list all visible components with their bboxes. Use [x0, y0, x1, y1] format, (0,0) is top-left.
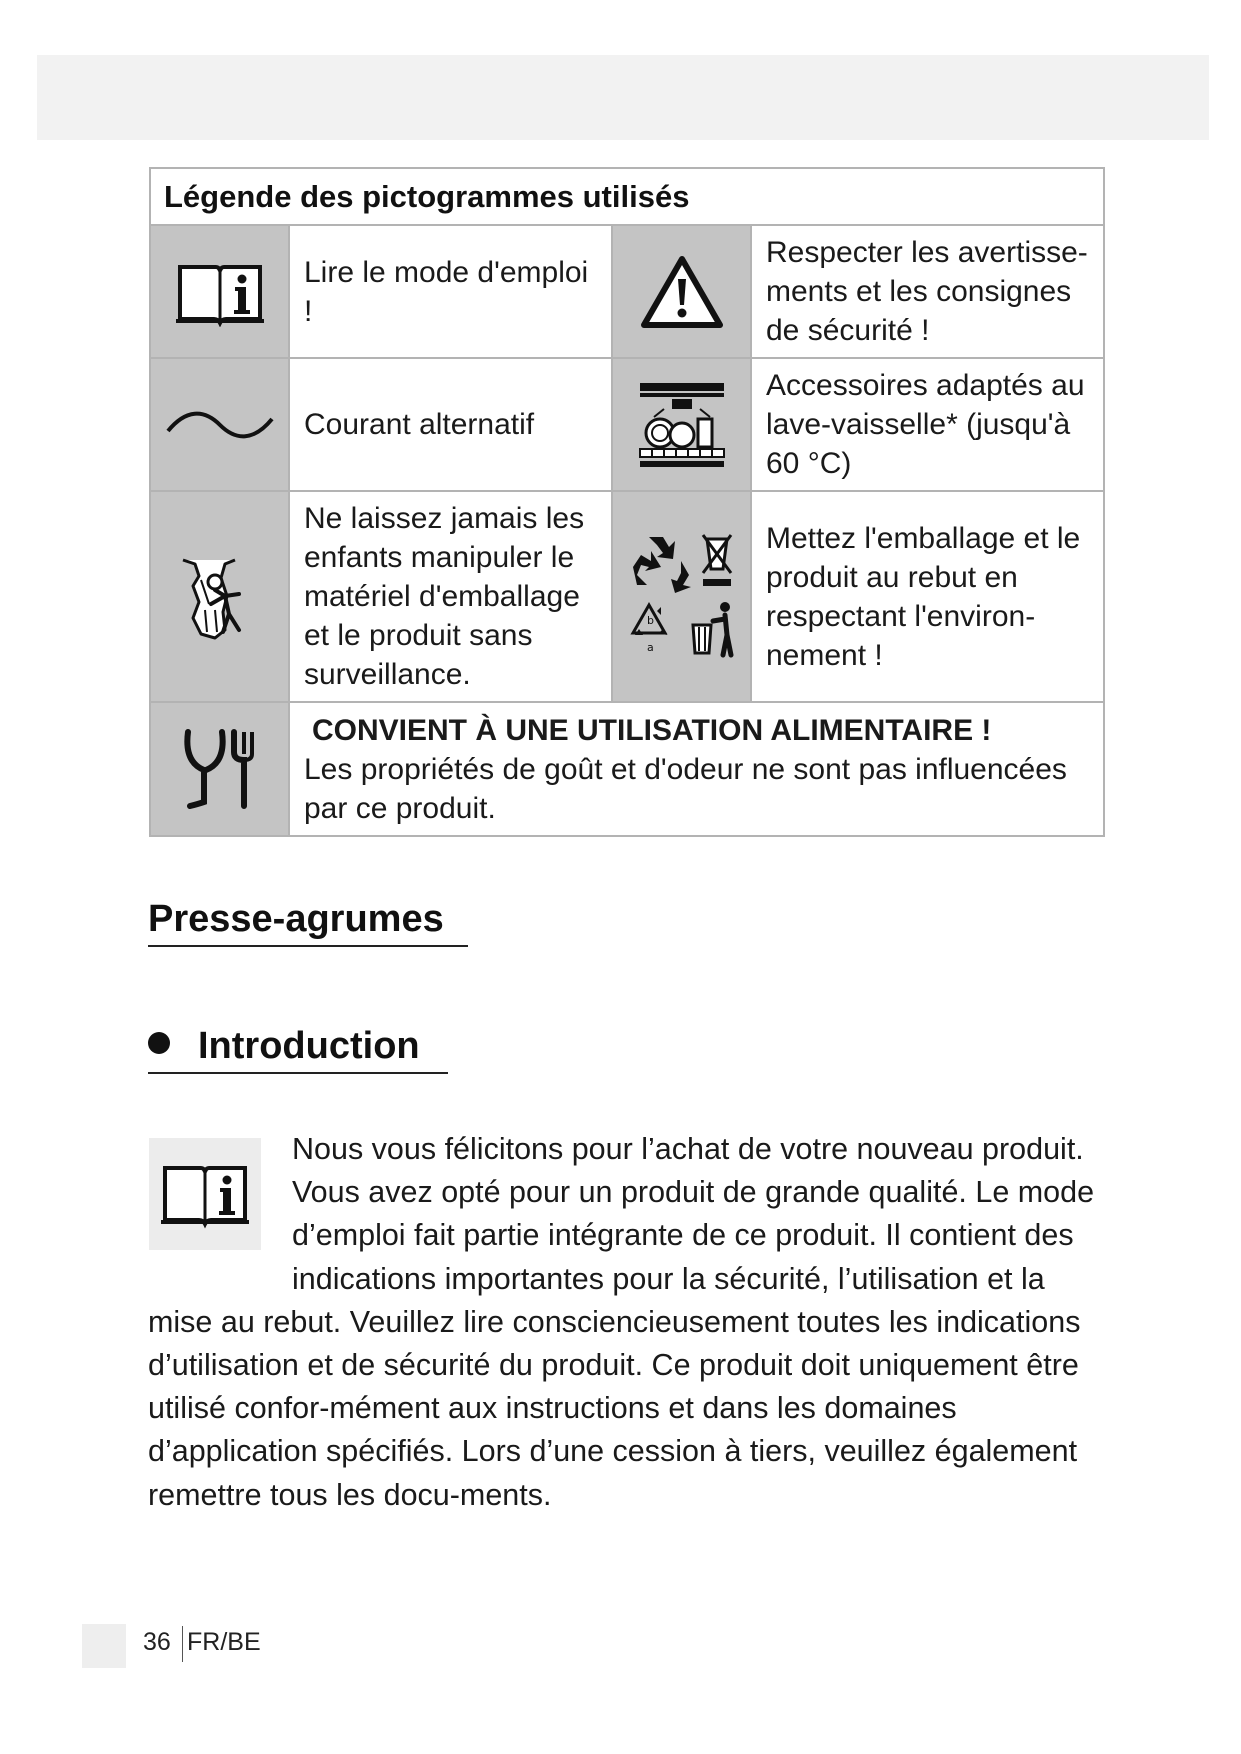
legend-icon-cell	[150, 225, 289, 358]
bullet-icon	[148, 1032, 170, 1054]
recycling-triangle-icon	[633, 605, 667, 654]
intro-heading-block	[148, 1025, 448, 1074]
legend-icon-cell	[150, 491, 289, 702]
legend-icon-cell	[150, 358, 289, 491]
recycling-disposal-icon	[627, 527, 737, 667]
recycle-letter-a: a	[646, 640, 654, 654]
footer-divider	[182, 1626, 183, 1662]
legend-text-read-manual: Lire le mode d'emploi !	[289, 225, 612, 358]
legend-text-children-warning: Ne laissez jamais les enfants manipuler le matériel d'emballage et le produit sans surveillance.	[289, 491, 612, 702]
food-safe-glass-fork-icon	[182, 728, 258, 810]
legend-icon-cell	[612, 491, 751, 702]
header-band	[37, 55, 1209, 140]
food-safe-cell	[289, 702, 1104, 836]
page-number: 36	[143, 1628, 171, 1656]
legend-title: Légende des pictogrammes utilisés	[150, 168, 1104, 225]
pictogram-legend-table	[149, 167, 1105, 837]
intro-paragraph: Nous vous félicitons pour l’achat de votre nouveau produit. Vous avez opté pour un produit de grande qualité. Le mode d’emploi fait partie intégrante de ce produit. Il contient des indications importantes pour la sécurité, l’utilisation et la mise au rebut. Veuillez lire consciencieusement toutes les indications d’utilisation et de sécurité du produit. Ce produit doit uniquement être utilisé confor-mément aux instructions et dans les domaines d’application spécifiés. Lors d’une cession à tiers, veuillez également remettre tous les docu-ments.	[148, 1132, 1095, 1512]
legend-text-dishwasher: Accessoires adaptés au lave-vaisselle* (jusqu'à 60 °C)	[751, 358, 1104, 491]
crossed-bin-icon	[703, 535, 731, 586]
legend-text-disposal: Mettez l'emballage et le produit au rebut en respectant l'environ-nement !	[751, 491, 1104, 702]
intro-heading: Introduction	[198, 1025, 420, 1067]
food-safe-title: CONVIENT À UNE UTILISATION ALIMENTAIRE !	[312, 713, 992, 747]
legend-text-alternating-current: Courant alternatif	[289, 358, 612, 491]
warning-triangle-icon	[640, 255, 724, 329]
tidyman-bin-icon	[693, 602, 731, 655]
legend-icon-cell	[150, 702, 289, 836]
product-title: Presse-agrumes	[148, 898, 468, 947]
legend-icon-cell	[612, 225, 751, 358]
intro-paragraph-block	[148, 1128, 1098, 1517]
child-suffocation-icon	[181, 552, 259, 642]
dishwasher-icon	[634, 379, 730, 471]
recycle-letter-b: b	[646, 613, 654, 627]
language-code: FR/BE	[187, 1628, 261, 1656]
recycle-arrows-icon	[633, 537, 691, 593]
food-safe-text: Les propriétés de goût et d'odeur ne sont pas influencées par ce produit.	[304, 752, 1067, 825]
alternating-current-icon	[164, 405, 276, 445]
footer-page-marker	[82, 1624, 126, 1668]
info-book-icon	[174, 257, 266, 327]
legend-text-warnings: Respecter les avertisse-ments et les consignes de sécurité !	[751, 225, 1104, 358]
legend-icon-cell	[612, 358, 751, 491]
